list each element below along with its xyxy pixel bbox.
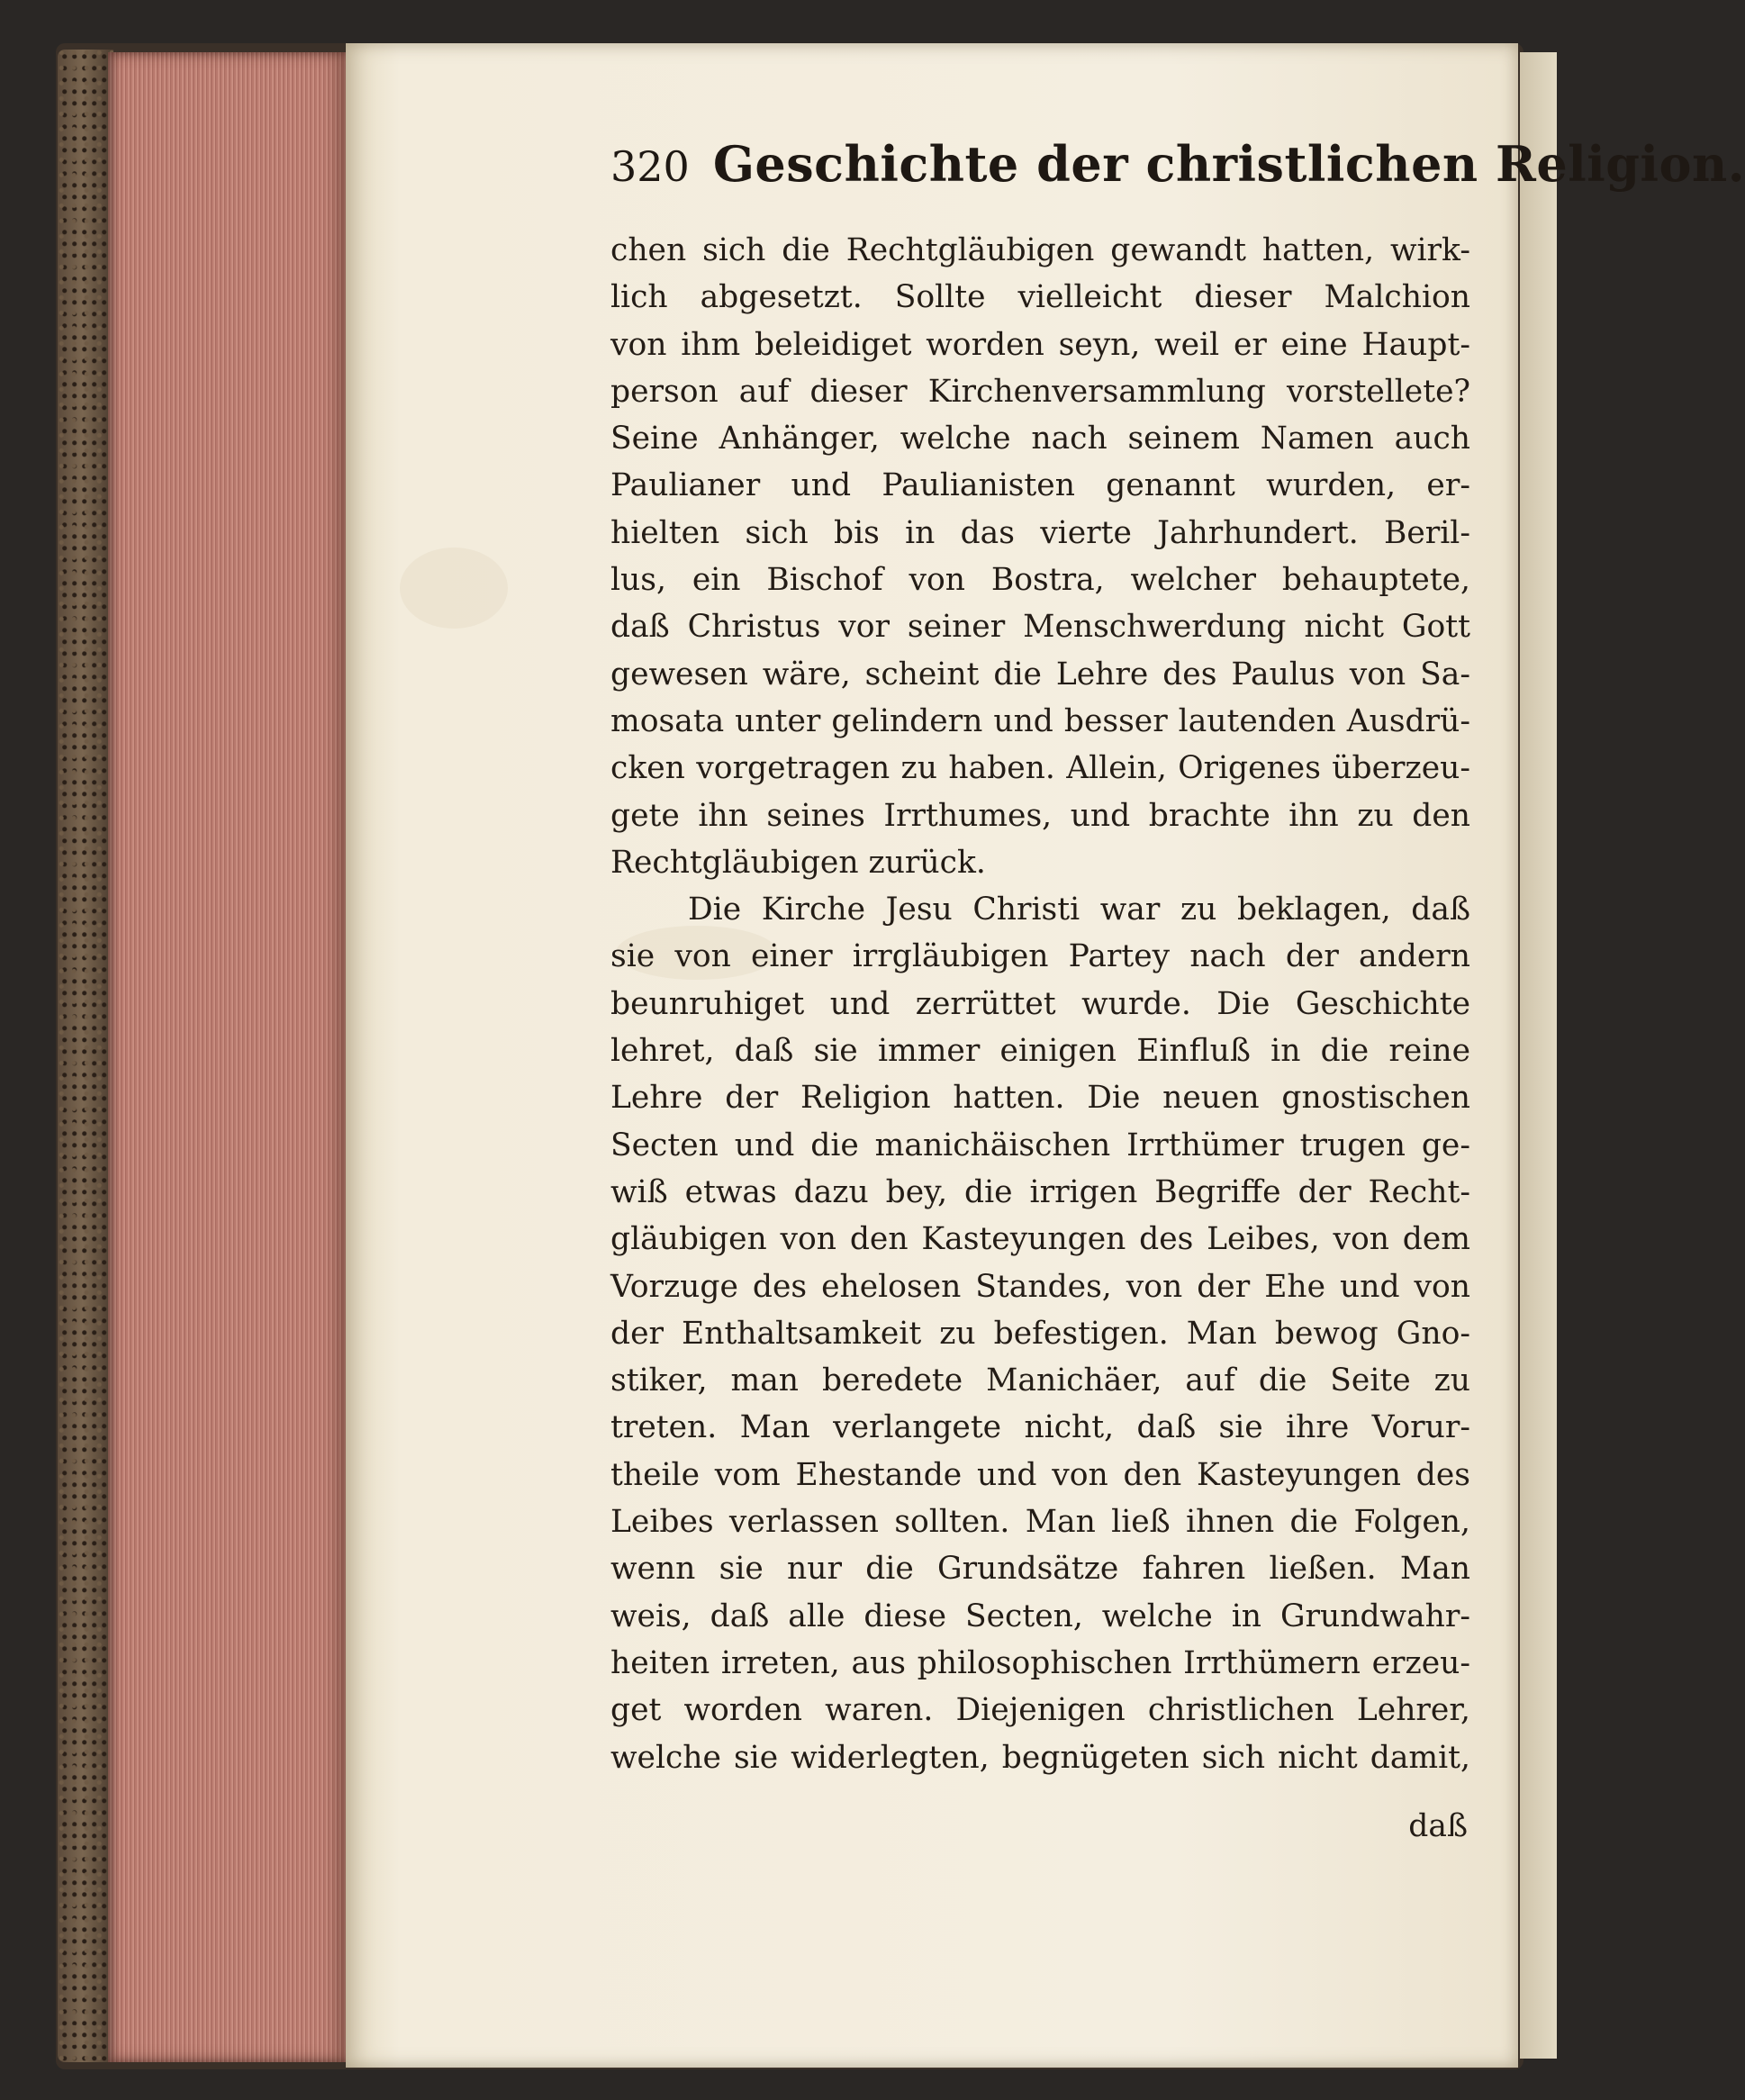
paragraph-start-line: Die Kirche Jesu Christi war zu beklagen, daß bbox=[688, 892, 1470, 928]
text-line: treten. Man verlangete nicht, daß sie ihre Vorur- bbox=[610, 1409, 1470, 1446]
body-text bbox=[610, 227, 1470, 1781]
text-line: lehret, daß sie immer einigen Einfluß in die reine bbox=[610, 1033, 1470, 1070]
text-line: lus, ein Bischof von Bostra, welcher behauptete, bbox=[610, 562, 1470, 599]
text-line: stiker, man beredete Manichäer, auf die Seite zu bbox=[610, 1362, 1470, 1399]
paragraph-end-line: Rechtgläubigen zurück. bbox=[610, 844, 986, 881]
text-line: wenn sie nur die Grundsätze fahren ließen. Man bbox=[610, 1551, 1470, 1588]
text-line: gläubigen von den Kasteyungen des Leibes, von dem bbox=[610, 1221, 1470, 1258]
text-line: Lehre der Religion hatten. Die neuen gnostischen bbox=[610, 1080, 1470, 1117]
text-line: Seine Anhänger, welche nach seinem Namen auch bbox=[610, 421, 1470, 457]
text-line: Vorzuge des ehelosen Standes, von der Ehe und von bbox=[610, 1268, 1470, 1305]
text-line: hielten sich bis in das vierte Jahrhundert. Beril- bbox=[610, 514, 1470, 551]
text-line: beunruhiget und zerrüttet wurde. Die Geschichte bbox=[610, 985, 1470, 1022]
text-line: welche sie widerlegten, begnügeten sich nicht damit, bbox=[610, 1739, 1470, 1776]
text-line: Leibes verlassen sollten. Man ließ ihnen die Folgen, bbox=[610, 1504, 1470, 1541]
text-line: Paulianer und Paulianisten genannt wurden, er- bbox=[610, 467, 1470, 504]
text-line: daß Christus vor seiner Menschwerdung nicht Gott bbox=[610, 609, 1470, 646]
text-line: von ihm beleidiget worden seyn, weil er eine Haupt- bbox=[610, 326, 1470, 363]
text-line: lich abgesetzt. Sollte vielleicht dieser Malchion bbox=[610, 279, 1470, 316]
text-line: theile vom Ehestande und von den Kasteyungen des bbox=[610, 1456, 1470, 1493]
text-line: gewesen wäre, scheint die Lehre des Paulus von Sa- bbox=[610, 656, 1470, 692]
catchword: daß bbox=[1408, 1808, 1468, 1844]
text-line: chen sich die Rechtgläubigen gewandt hatten, wirk- bbox=[610, 232, 1470, 268]
page-header bbox=[610, 135, 1745, 205]
text-line: mosata unter gelindern und besser lautenden Ausdrü- bbox=[610, 702, 1470, 739]
text-line: cken vorgetragen zu haben. Allein, Origenes überzeu- bbox=[610, 750, 1470, 787]
text-line: Secten und die manichäischen Irrthümer trugen ge- bbox=[610, 1127, 1470, 1163]
book-spine bbox=[58, 50, 113, 2062]
running-title: Geschichte der christlichen Religion. bbox=[712, 135, 1745, 193]
page-edges bbox=[108, 52, 351, 2062]
text-line: get worden waren. Diejenigen christlichen Lehrer, bbox=[610, 1692, 1470, 1729]
text-line: heiten irreten, aus philosophischen Irrthümern erzeu- bbox=[610, 1644, 1470, 1681]
text-line: gete ihn seines Irrthumes, und brachte ihn zu den bbox=[610, 797, 1470, 834]
text-line: person auf dieser Kirchenversammlung vorstellete? bbox=[610, 373, 1470, 410]
next-page-edge bbox=[1520, 52, 1557, 2059]
text-line: wiß etwas dazu bey, die irrigen Begriffe der Recht- bbox=[610, 1173, 1470, 1210]
page-stain bbox=[400, 548, 508, 629]
text-line: weis, daß alle diese Secten, welche in Grundwahr- bbox=[610, 1598, 1470, 1634]
page-number: 320 bbox=[610, 142, 690, 191]
text-line: sie von einer irrgläubigen Partey nach der andern bbox=[610, 938, 1470, 975]
text-line: der Enthaltsamkeit zu befestigen. Man bewog Gno- bbox=[610, 1315, 1470, 1352]
